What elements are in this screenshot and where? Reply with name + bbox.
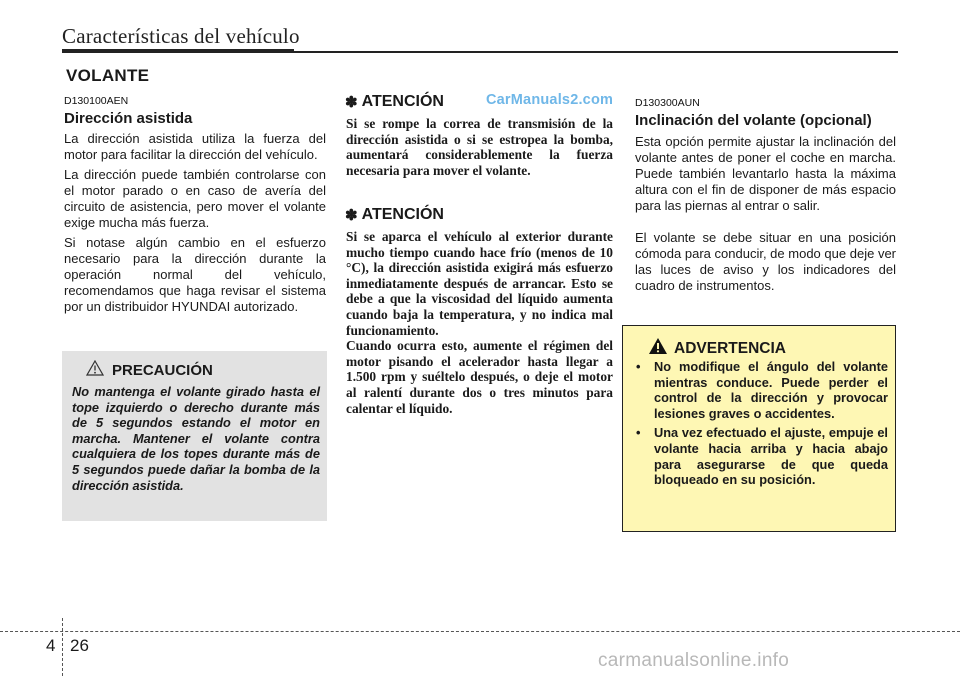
footer-vertical-divider [62,618,63,676]
caution-heading [86,360,213,380]
attention-heading-1 [345,93,444,111]
caution-triangle-icon [86,360,104,380]
warning-triangle-icon [648,337,668,360]
footer-watermark-link[interactable]: carmanualsonline.info [598,650,790,671]
tilt-steering-body [635,134,896,298]
chapter-number: 4 [46,636,56,655]
caution-title: PRECAUCIÓN [112,361,213,379]
section-code-tilt-steering: D130300AUN [635,97,700,109]
warning-item-text: No modifique el ángulo del volante mientras conduce. Puede perder el control de la dirección y provocar lesiones graves o accidentes. [654,359,888,421]
footer-divider [0,631,960,632]
page-number: 26 [70,636,89,655]
paragraph: El volante se debe situar en una posición cómoda para conducir, de modo que deje ver las luces de aviso y los indicadores del cuadro de instrumentos. [635,230,896,293]
caution-text: No mantenga el volante girado hasta el tope izquierdo o derecho durante más de 5 segundos estando el motor en marcha. Mantener el volante contra cualquiera de los topes durante más de 5 segundos puede dañar la bomba de la dirección asistida. [72,384,320,493]
watermark-link[interactable]: CarManuals2.com [486,92,614,108]
paragraph: La dirección puede también controlarse con el motor parado o en caso de avería del circuito de asistencia, pero mover el volante exige mucha más fuerza. [64,167,326,230]
warning-title: ADVERTENCIA [674,339,786,357]
section-heading: VOLANTE [66,66,150,85]
asterisk-icon: ✽ [345,94,358,111]
section-code-power-steering: D130100AEN [64,95,129,107]
attention-paragraph: Cuando ocurra esto, aumente el régimen del motor pisando el acelerador hasta llegar a 1.500 rpm y suéltelo después, o deje el motor al ralentí durante dos o tres minutos para calentar el líquido. [346,338,613,416]
header-rule-thin [62,51,898,53]
warning-heading [648,337,786,360]
bullet-icon: • [636,359,641,374]
paragraph: La dirección asistida utiliza la fuerza del motor para facilitar la dirección del vehículo. [64,131,326,162]
power-steering-body [64,131,326,319]
asterisk-icon: ✽ [345,207,358,224]
subheading-tilt-steering: Inclinación del volante (opcional) [635,112,872,129]
attention-paragraph: Si se aparca el vehículo al exterior durante mucho tiempo cuando hace frío (menos de 10 °C), la dirección asistida exigirá más esfuerzo inmediatamente después de arrancar. Esto se debe a que la viscosidad del líquido aumenta cuando baja la temperatura, y no indica mal funcionamiento. [346,229,613,338]
attention-text-2 [346,229,613,416]
warning-item [632,359,888,421]
attention-heading-2 [345,206,444,224]
warning-item-text: Una vez efectuado el ajuste, empuje el volante hacia arriba y hacia abajo para asegurarse de que queda bloqueado en su posición. [654,425,888,488]
attention-text-1 [346,116,613,178]
subheading-power-steering: Dirección asistida [64,110,193,127]
attention-title: ATENCIÓN [361,93,444,110]
warning-list [632,359,888,492]
attention-paragraph: Si se rompe la correa de transmisión de la dirección asistida o si se estropea la bomba, aumentará considerablemente la fuerza necesaria para mover el volante. [346,116,613,178]
page-header-title: Características del vehículo [62,24,300,48]
paragraph: Si notase algún cambio en el esfuerzo necesario para la dirección durante la operación normal del vehículo, recomendamos que haga revisar el sistema por un distribuidor HYUNDAI autorizado. [64,235,326,314]
paragraph: Esta opción permite ajustar la inclinación del volante antes de poner el coche en marcha. Puede también levantarlo hasta la máxima altura con el fin de disponer de más espacio para las piernas al entrar o salir. [635,134,896,213]
attention-title: ATENCIÓN [361,206,444,223]
warning-item [632,425,888,487]
bullet-icon: • [636,425,641,441]
